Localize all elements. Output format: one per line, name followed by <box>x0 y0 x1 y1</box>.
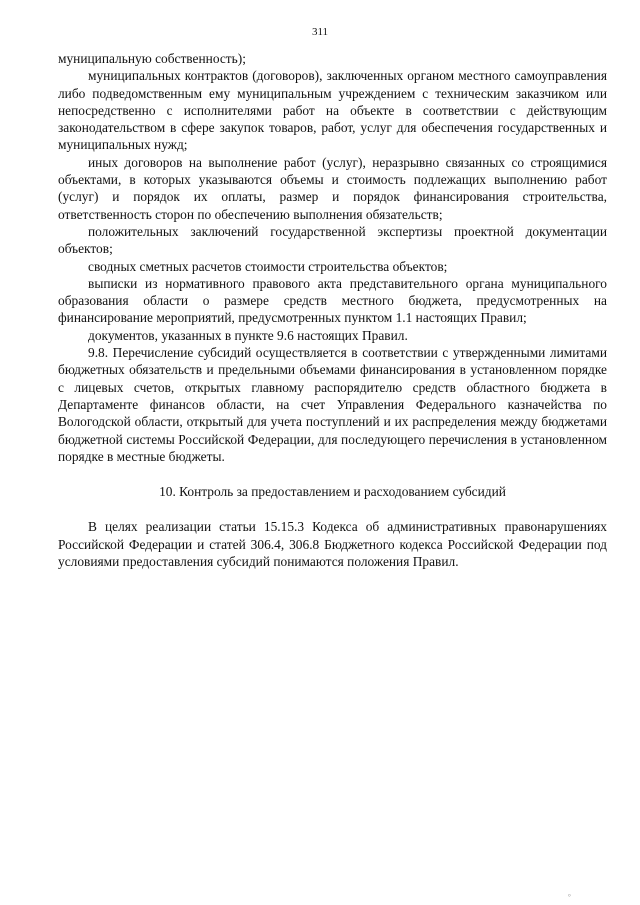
paragraph-9-8-transfer: 9.8. Перечисление субсидий осуществляется в соответствии с утвержденными лимитами бюджетных обязательств и предельными объемами финансирования в установленном порядке с лицевых счетов, открытых главному распорядителю средств областного бюджета в Департаменте финансов области, на счет Управления Федерального казначейства по Вологодской области, открытый для учета поступлений и их распределения между бюджетами бюджетной системы Российской Федерации, для последующего перечисления в установленном порядке в местные бюджеты. <box>58 345 607 464</box>
paragraph-municipal-property: муниципальную собственность); <box>58 51 246 66</box>
paragraph-expertise-conclusions: положительных заключений государственной экспертизы проектной документации объектов; <box>58 223 607 257</box>
paragraph-estimate-calculations: сводных сметных расчетов стоимости строительства объектов; <box>88 258 448 274</box>
paragraph-municipal-contracts: муниципальных контрактов (договоров), заключенных органом местного самоуправления либо подведомственным ему муниципальным учреждением с техническим заказчиком или непосредственно с исполнителями работ на объекте в соответствии с действующим законодательством в сфере закупок товаров, работ, услуг для обеспечения государственных и муниципальных нужд; <box>58 68 607 153</box>
paragraph-control-conditions: В целях реализации статьи 15.15.3 Кодекса об административных правонарушениях Российской Федерации и статей 306.4, 306.8 Бюджетного кодекса Российской Федерации под условиями предоставления субсидий понимаются положения Правил. <box>58 519 607 570</box>
page-number: 311 <box>311 26 329 38</box>
paragraph-legal-act-extract: выписки из нормативного правового акта представительного органа муниципального образования области о размере средств местного бюджета, предусмотренных на финансирование мероприятий, предусмотренных пунктом 1.1 настоящих Правил; <box>58 275 607 326</box>
paragraph-documents-9-6: документов, указанных в пункте 9.6 настоящих Правил. <box>88 327 408 343</box>
paragraph-other-contracts: иных договоров на выполнение работ (услуг), неразрывно связанных со строящимися объектами, в которых указываются объемы и стоимость подлежащих выполнению работ (услуг) и порядок их оплаты, размер и порядок финансирования строительства, ответственность сторон по обеспечению выполнения обязательств; <box>58 154 607 222</box>
scan-artifact-mark: ° <box>568 893 571 901</box>
document-body <box>58 50 607 570</box>
section-heading: 10. Контроль за предоставлением и расходованием субсидий <box>159 484 506 500</box>
